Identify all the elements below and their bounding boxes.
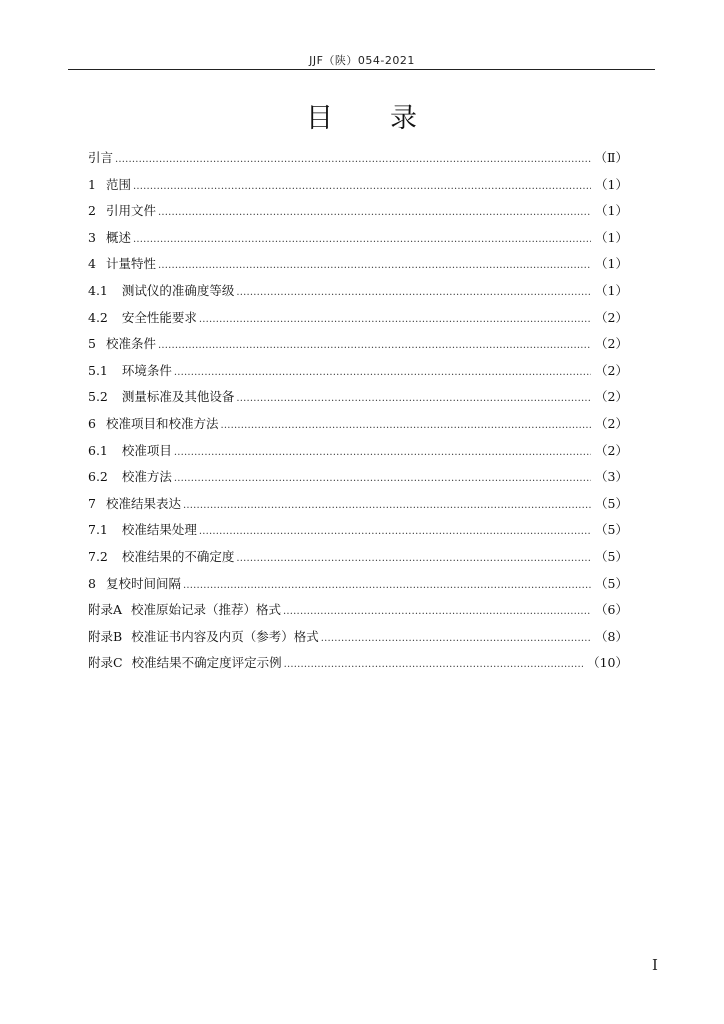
toc-leader-dots	[321, 633, 591, 644]
toc-entry[interactable]	[88, 361, 628, 388]
toc-entry-title: 引言	[88, 150, 114, 165]
toc-entry-number: 7.2	[88, 548, 108, 564]
toc-entry-title: 测试仪的准确度等级	[121, 282, 235, 298]
toc-entry[interactable]	[88, 574, 628, 601]
toc-leader-dots	[174, 367, 591, 378]
toc-leader-dots	[284, 659, 584, 670]
toc-entry[interactable]	[88, 228, 628, 255]
toc-leader-dots	[236, 287, 591, 298]
toc-entry-title: 校准结果表达	[105, 495, 181, 511]
toc-entry[interactable]	[88, 254, 628, 281]
toc-leader-dots	[158, 207, 591, 218]
toc-leader-dots	[183, 580, 591, 591]
toc-entry-number: 5	[88, 336, 96, 352]
toc-entry-page: （2）	[595, 336, 628, 352]
toc-entry-number: 附录B	[88, 628, 123, 644]
toc-entry-page: （3）	[595, 469, 628, 485]
toc-leader-dots	[236, 553, 591, 564]
toc-entry-number: 3	[88, 229, 96, 245]
toc-entry-title: 校准方法	[121, 469, 172, 485]
toc-leader-dots	[115, 154, 590, 165]
toc-entry-number: 6	[88, 415, 96, 431]
toc-entry[interactable]	[88, 600, 628, 627]
toc-entry-title: 复校时间间隔	[105, 575, 181, 591]
toc-entry[interactable]	[88, 494, 628, 521]
toc-entry[interactable]	[88, 547, 628, 574]
toc-entry-page: （1）	[595, 203, 628, 219]
toc-entry-page: （2）	[595, 442, 628, 458]
toc-entry-title: 校准项目和校准方法	[105, 415, 219, 431]
toc-entry-number: 6.2	[88, 469, 108, 485]
toc-entry[interactable]	[88, 387, 628, 414]
toc-entry-number: 7	[88, 495, 96, 511]
toc-entry-page: （1）	[595, 256, 628, 272]
toc-entry-page: （2）	[595, 389, 628, 405]
toc-entry-title: 校准原始记录（推荐）格式	[131, 602, 282, 618]
toc-entry-number: 4	[88, 256, 96, 272]
toc-leader-dots	[158, 260, 591, 271]
toc-entry-page: （1）	[595, 229, 628, 245]
toc-entry-title: 引用文件	[105, 203, 156, 219]
toc-entry-title: 校准项目	[121, 442, 172, 458]
header-rule	[68, 69, 655, 70]
toc-entry[interactable]	[88, 441, 628, 468]
toc-entry[interactable]	[88, 175, 628, 202]
toc-entry-number: 6.1	[88, 442, 108, 458]
toc-entry[interactable]	[88, 414, 628, 441]
toc-entry-number: 2	[88, 203, 96, 219]
toc-entry-page: （Ⅱ）	[594, 150, 628, 165]
toc-entry[interactable]	[88, 653, 628, 680]
toc-entry-page: （6）	[595, 602, 628, 618]
toc-entry-title: 校准结果的不确定度	[121, 548, 235, 564]
toc-entry-number: 4.2	[88, 309, 108, 325]
toc-entry-page: （2）	[595, 309, 628, 325]
toc-entry-number: 8	[88, 575, 96, 591]
toc-entry[interactable]	[88, 627, 628, 654]
toc-entry-number: 5.2	[88, 389, 108, 405]
toc-leader-dots	[133, 234, 591, 245]
toc-entry[interactable]	[88, 334, 628, 361]
toc-entry-page: （2）	[595, 362, 628, 378]
toc-entry-number: 附录A	[88, 602, 123, 618]
toc-entry-title: 测量标准及其他设备	[121, 389, 235, 405]
toc-leader-dots	[236, 393, 591, 404]
toc-entry-number: 4.1	[88, 282, 108, 298]
toc-entry-title: 校准条件	[105, 336, 156, 352]
toc-leader-dots	[183, 500, 591, 511]
toc-leader-dots	[220, 420, 591, 431]
toc-entry-title: 校准证书内容及内页（参考）格式	[131, 628, 319, 644]
toc-leader-dots	[158, 340, 591, 351]
toc-entry-number: 5.1	[88, 362, 108, 378]
toc-entry-page: （1）	[595, 282, 628, 298]
toc-entry-number: 附录C	[88, 655, 123, 671]
document-header: JJF（陕）054-2021	[309, 54, 415, 67]
toc-entry-title: 校准结果不确定度评定示例	[131, 655, 282, 671]
toc-entry-page: （5）	[595, 495, 628, 511]
toc-entry-page: （5）	[595, 548, 628, 564]
toc-entry[interactable]	[88, 520, 628, 547]
toc-leader-dots	[199, 526, 591, 537]
toc-entry[interactable]	[88, 201, 628, 228]
toc-entry[interactable]	[88, 308, 628, 335]
toc-leader-dots	[133, 181, 591, 192]
toc-entry[interactable]	[88, 148, 628, 175]
toc-entry[interactable]	[88, 467, 628, 494]
table-of-contents	[88, 148, 628, 680]
page-title: 目 录	[306, 103, 418, 134]
toc-leader-dots	[174, 473, 591, 484]
toc-leader-dots	[199, 314, 591, 325]
toc-entry-page: （1）	[595, 176, 628, 192]
toc-entry-title: 范围	[105, 176, 131, 192]
toc-entry-page: （5）	[595, 575, 628, 591]
toc-entry[interactable]	[88, 281, 628, 308]
toc-entry-number: 7.1	[88, 522, 108, 538]
toc-entry-title: 环境条件	[121, 362, 172, 378]
toc-entry-page: （10）	[587, 655, 628, 671]
toc-entry-title: 计量特性	[105, 256, 156, 272]
toc-entry-title: 校准结果处理	[121, 522, 197, 538]
toc-leader-dots	[174, 447, 591, 458]
toc-entry-page: （8）	[595, 628, 628, 644]
page-number: I	[652, 956, 658, 974]
toc-entry-page: （5）	[595, 522, 628, 538]
toc-leader-dots	[283, 606, 591, 617]
toc-entry-title: 概述	[105, 229, 131, 245]
toc-entry-title: 安全性能要求	[121, 309, 197, 325]
toc-entry-page: （2）	[595, 415, 628, 431]
toc-entry-number: 1	[88, 176, 96, 192]
